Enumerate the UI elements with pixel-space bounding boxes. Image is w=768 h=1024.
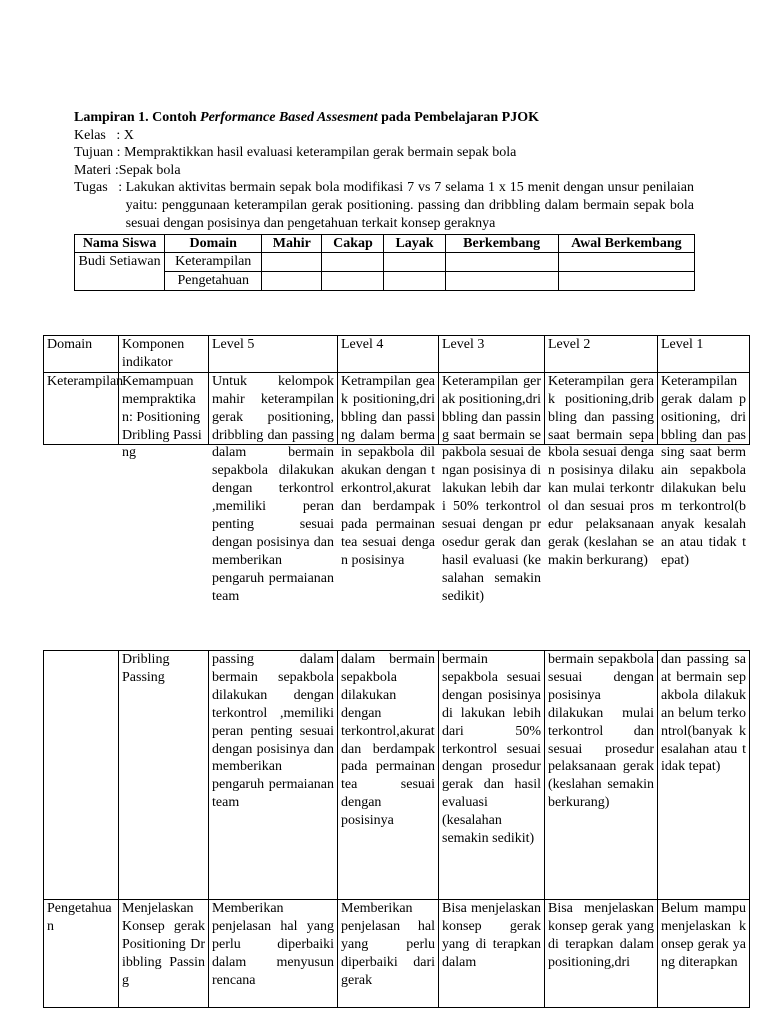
header-nama-siswa: Nama Siswa	[75, 235, 165, 253]
rubric-domain-pengetahuan: Pengetahuan	[47, 901, 112, 934]
score-cell[interactable]	[558, 253, 694, 272]
tujuan-row	[74, 144, 694, 162]
tugas-value: Lakukan aktivitas bermain sepak bola modifikasi 7 vs 7 selama 1 x 15 menit dengan unsur penilaian yaitu: penggunaan keterampilan gerak positioning. passing dan dribbling dalam bermain sepak bola sesuai dengan posisinya dan pengetahuan terkait konsep geraknya	[125, 180, 694, 231]
rubric-keterampilan-level2: Keterampilan gerak positioning,dribbling dan passing saat bermain sepakbola sesuai dengan posisinya dilakukan mulai terkontrol dan sesuai prosedur pelaksanaan gerak (keslahan semakin berkurang)	[548, 373, 654, 568]
score-cell[interactable]	[384, 272, 445, 291]
materi-value: Sepak bola	[118, 162, 181, 178]
tujuan-label: Tujuan :	[74, 145, 125, 161]
rubric-level3-continued: bermain sepakbola sesuai dengan posisinya di lakukan lebih dari 50% terkontrol sesuai dengan prosedur gerak dan hasil evaluasi (kesalahan semakin sedikit)	[442, 652, 541, 847]
rubric-table-part-1	[43, 335, 750, 604]
rubric-keterampilan-continued-row	[44, 651, 750, 900]
kelas-row	[74, 127, 694, 145]
rubric-header-row	[44, 336, 750, 373]
rubric-header-komponen: Komponen indikator	[119, 336, 209, 373]
header-cakap: Cakap	[322, 235, 384, 253]
rubric-level2-continued: bermain sepakbola sesuai dengan posisinya dilakukan mulai terkontrol dan sesuai prosedur pelaksanaan gerak (keslahan semakin berkurang)	[548, 652, 654, 811]
rubric-keterampilan-level3: Keterampilan gerak positioning,dribbling dan passing saat bermain sepakbola sesuai dengan posisinya di lakukan lebih dari 50% terkontrol sesuai dengan prosedur gerak dan hasil evaluasi (kesalahan semakin sedikit)	[442, 373, 541, 604]
document-title: Lampiran 1. Contoh Performance Based Assesment pada Pembelajaran PJOK	[74, 110, 540, 125]
rubric-komponen-pengetahuan: Menjelaskan Konsep gerak Positioning Dribbling Passing	[122, 901, 205, 988]
rubric-keterampilan-level5: Untuk kelompok mahir keterampilan gerak positioning, dribbling dan passing dalam bermain sepakbola dilakukan dengan terkontrol ,memiliki peran penting sesuai dengan posisinya dan memberikan pengaruh permaianan team	[212, 373, 334, 604]
header-berkembang: Berkembang	[445, 235, 558, 253]
rubric-table-part-2	[43, 650, 750, 1008]
score-cell[interactable]	[445, 253, 558, 272]
student-name: Budi Setiawan	[75, 253, 165, 291]
score-cell[interactable]	[558, 272, 694, 291]
rubric-level1-continued: dan passing saat bermain sepakbola dilakukan belum terkontrol(banyak kesalahan atau tidak tepat)	[661, 652, 746, 775]
rubric-keterampilan-level4: Ketrampilan geak positioning,dribbling dan passing dalam bermain sepakbola dilakukan dengan terkontrol,akurat dan berdampak pada permainan tea sesuai dengan posisinya	[341, 373, 435, 568]
materi-label: Materi :	[74, 162, 119, 178]
domain-pengetahuan: Pengetahuan	[165, 272, 262, 291]
rubric-keterampilan-level1: Keterampilan gerak dalam positioning, dribbling dan passing saat bermain sepakbola dilakukan belum terkontrol(banyak kesalahan atau tidak tepat)	[661, 373, 746, 568]
table-row	[75, 272, 695, 291]
score-cell[interactable]	[322, 272, 384, 291]
rubric-komponen-keterampilan: Kemampuan mempraktikan: Positioning Dribling Passing	[122, 373, 202, 461]
rubric-pengetahuan-level4: Memberikan penjelasan hal yang perlu diperbaiki dari gerak	[341, 901, 435, 988]
score-cell[interactable]	[262, 272, 322, 291]
rubric-pengetahuan-level3: Bisa menjelaskan konsep gerak yang di terapkan dalam	[442, 901, 541, 970]
header-awal-berkembang: Awal Berkembang	[558, 235, 694, 253]
rubric-domain-empty	[44, 651, 119, 900]
header-layak: Layak	[384, 235, 445, 253]
domain-keterampilan: Keterampilan	[165, 253, 262, 272]
document-header	[74, 109, 694, 232]
rubric-level4-continued: dalam bermain sepakbola dilakukan dengan terkontrol,akurat dan berdampak pada permainan tea sesuai dengan posisinya	[341, 652, 435, 829]
rubric-pengetahuan-level2: Bisa menjelaskan konsep gerak yang di terapkan dalam positioning,dri	[548, 901, 654, 970]
assessment-header-row	[75, 235, 695, 253]
tugas-label: Tugas :	[74, 180, 126, 196]
rubric-header-level1: Level 1	[658, 336, 750, 373]
rubric-header-level2: Level 2	[545, 336, 658, 373]
kelas-label: Kelas :	[74, 127, 124, 143]
header-domain: Domain	[165, 235, 262, 253]
rubric-header-level3: Level 3	[439, 336, 545, 373]
header-mahir: Mahir	[262, 235, 322, 253]
rubric-header-level4: Level 4	[338, 336, 439, 373]
tugas-row	[74, 179, 694, 232]
score-cell[interactable]	[445, 272, 558, 291]
materi-row	[74, 162, 694, 180]
score-cell[interactable]	[322, 253, 384, 272]
assessment-table	[74, 234, 695, 291]
score-cell[interactable]	[262, 253, 322, 272]
rubric-pengetahuan-level1: Belum mampu menjelaskan konsep gerak yang diterapkan	[661, 901, 746, 970]
rubric-pengetahuan-level5: Memberikan penjelasan hal yang perlu diperbaiki dalam menyusun rencana	[212, 901, 334, 988]
rubric-level5-continued: passing dalam bermain sepakbola dilakukan dengan terkontrol ,memiliki peran penting sesuai dengan posisinya dan memberikan pengaruh permaianan team	[212, 652, 334, 811]
table-row	[75, 253, 695, 272]
rubric-domain-keterampilan: Keterampilan	[47, 373, 124, 389]
rubric-komponen-continued: Dribling Passing	[122, 652, 170, 685]
rubric-keterampilan-row	[44, 372, 750, 444]
rubric-pengetahuan-row	[44, 900, 750, 1008]
tujuan-value: Mempraktikkan hasil evaluasi keterampilan gerak bermain sepak bola	[124, 145, 517, 161]
kelas-value: X	[123, 127, 134, 143]
rubric-header-domain: Domain	[44, 336, 119, 373]
rubric-header-level5: Level 5	[209, 336, 338, 373]
score-cell[interactable]	[384, 253, 445, 272]
